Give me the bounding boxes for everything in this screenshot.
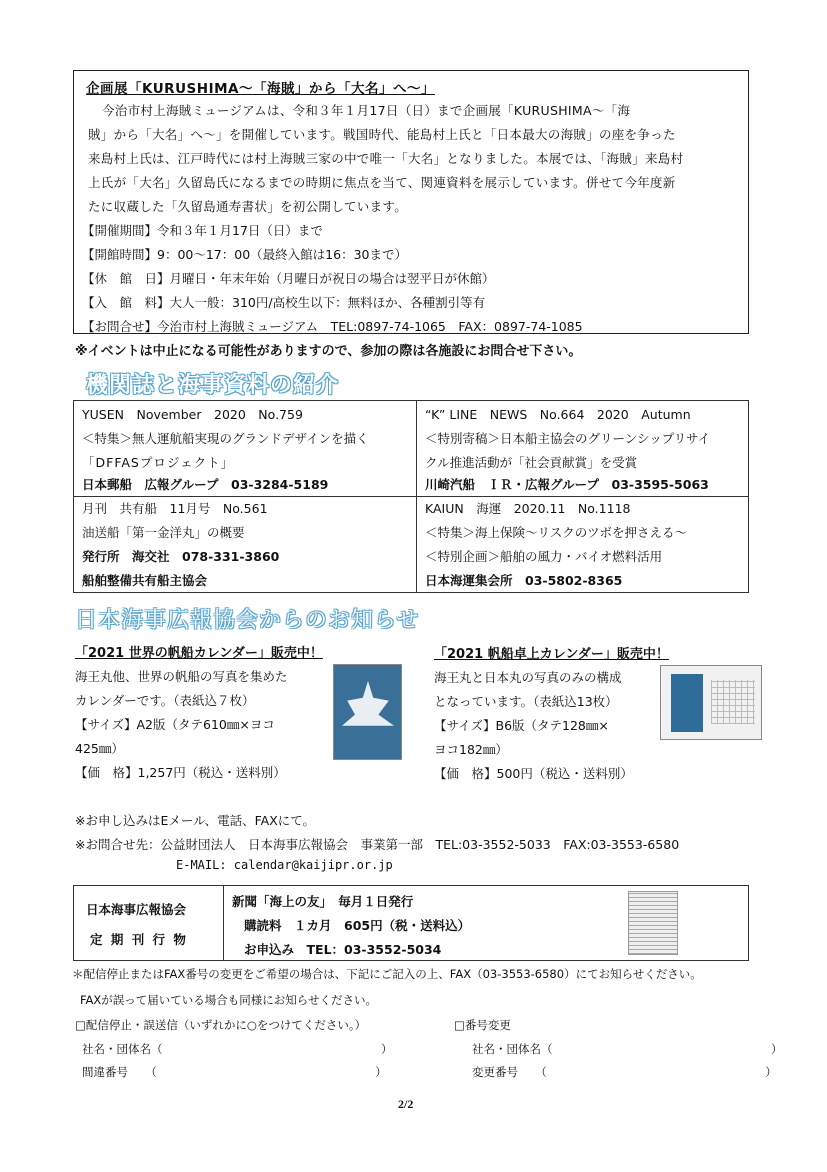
exhibit-paragraph-line: 今治市村上海賊ミュージアムは、令和３年１月17日（日）まで企画展「KURUSHIMA～「海 <box>102 103 631 118</box>
calendar1-desc: 海王丸他、世界の帆船の写真を集めた <box>75 669 288 684</box>
page-number: 2/2 <box>398 1097 414 1111</box>
newspaper-image <box>628 891 678 955</box>
magazine-feature: ＜特集＞海上保険～リスクのツボを押さえる～ <box>425 525 688 540</box>
footer-note: FAXが誤って届いている場合も同様にお知らせください。 <box>80 993 377 1007</box>
exhibit-hours: 【開館時間】9：00～17：00（最終入館は16：30まで） <box>82 247 407 262</box>
calendar1-title: 「2021 世界の帆船カレンダー」販売中！ <box>75 646 323 661</box>
form-change-title[interactable]: □番号変更 <box>454 1018 511 1032</box>
exhibit-admission: 【入 館 料】大人一般：310円/高校生以下：無料ほか、各種割引等有 <box>82 295 486 310</box>
newspaper-title: 新聞「海上の友」 毎月１日発行 <box>232 894 414 909</box>
calendar1-size-cont: 425㎜） <box>75 741 124 756</box>
magazine-feature: クル推進活動が「社会貢献賞」を受賞 <box>425 455 638 470</box>
exhibit-closed-days: 【休 館 日】月曜日・年末年始（月曜日が祝日の場合は翌平日が休館） <box>82 271 495 286</box>
exhibit-title: 企画展「KURUSHIMA～「海賊」から「大名」へ～」 <box>86 81 435 97</box>
form-unsubscribe-title[interactable]: □配信停止・誤送信（いずれかに○をつけてください。） <box>75 1018 367 1032</box>
exhibit-paragraph-line: たに収蔵した「久留島通寿書状」を初公開しています。 <box>88 199 408 214</box>
sailing-ship-image <box>342 681 394 737</box>
newspaper-price: 購読料 １カ月 605円（税・送料込） <box>244 918 471 933</box>
calendar2-desc: となっています。（表紙込13枚） <box>434 694 618 709</box>
magazine-cell-kline <box>417 401 748 497</box>
magazine-cell-yusen <box>74 401 417 497</box>
subscription-label-cell <box>74 886 224 960</box>
magazine-feature: ＜特別企画＞船舶の風力・バイオ燃料活用 <box>425 549 663 564</box>
calendar2-size-cont: ヨコ182㎜） <box>434 742 508 757</box>
magazine-title: KAIUN 海運 2020.11 No.1118 <box>425 501 631 516</box>
magazine-feature: ＜特集＞無人運航船実現のグランドデザインを描く <box>82 431 369 446</box>
subscription-label: 定 期 刊 行 物 <box>90 932 188 947</box>
magazine-feature-title: 「DFFASプロジェクト」 <box>82 455 235 470</box>
exhibit-paragraph-line: 上氏が「大名」久留島氏になるまでの時期に焦点を当て、関連資料を展示しています。併せて今年度新 <box>88 175 676 190</box>
calendar1-size: 【サイズ】A2版（タテ610㎜×ヨコ <box>75 717 275 732</box>
event-note: ※イベントは中止になる可能性がありますので、参加の際は各施設にお問合せ下さい。 <box>75 344 582 359</box>
form-change-company[interactable]: 社名・団体名（ ） <box>472 1042 783 1056</box>
magazine-publisher-org: 船舶整備共有船主協会 <box>82 573 208 588</box>
subscription-org: 日本海事広報協会 <box>86 902 187 917</box>
notice-section-heading: 日本海事広報協会からのお知らせ <box>75 608 420 633</box>
form-change-number[interactable]: 変更番号 （ ） <box>472 1065 777 1079</box>
footer-note: ＊配信停止またはFAX番号の変更をご希望の場合は、下記にご記入の上、FAX（03-3553-6580）にてお知らせください。 <box>72 967 702 981</box>
exhibit-paragraph-line: 来島村上氏は、江戸時代には村上海賊三家の中で唯一「大名」となりました。本展では、「海賊」来島村 <box>88 151 684 166</box>
order-method: ※お申し込みはEメール、電話、FAXにて。 <box>75 813 316 828</box>
exhibit-contact: 【お問合せ】今治市村上海賊ミュージアム TEL:0897-74-1065 FAX：0897-74-1085 <box>82 319 583 334</box>
magazine-publisher: 日本郵船 広報グループ 03-3284-5189 <box>82 477 329 492</box>
magazine-title: 月刊 共有船 11月号 No.561 <box>82 501 268 516</box>
magazine-publisher: 発行所 海交社 078-331-3860 <box>82 549 280 564</box>
calendar2-price: 【価 格】500円（税込・送料別） <box>434 766 633 781</box>
exhibit-period: 【開催期間】令和３年１月17日（日）まで <box>82 223 323 238</box>
calendar2-title: 「2021 帆船卓上カレンダー」販売中！ <box>434 647 669 662</box>
sailing-ship-image <box>671 674 703 732</box>
calendar1-desc: カレンダーです。（表紙込７枚） <box>75 693 255 708</box>
magazine-publisher: 川崎汽船 ＩＲ・広報グループ 03-3595-5063 <box>425 477 709 492</box>
magazine-publisher: 日本海運集会所 03-5802-8365 <box>425 573 623 588</box>
calendar1-image <box>333 664 402 760</box>
order-contact: ※お問合せ先：公益財団法人 日本海事広報協会 事業第一部 TEL:03-3552-5033 FAX:03-3553-6580 <box>75 837 680 852</box>
form-unsubscribe-number[interactable]: 間違番号 （ ） <box>82 1065 387 1079</box>
magazine-feature: ＜特別寄稿＞日本船主協会のグリーンシップリサイ <box>425 431 711 446</box>
calendar2-desc: 海王丸と日本丸の写真のみの構成 <box>434 670 622 685</box>
form-unsubscribe-company[interactable]: 社名・団体名（ ） <box>82 1042 393 1056</box>
magazine-cell-kaiun <box>417 497 748 592</box>
magazine-section-heading: 機関誌と海事資料の紹介 <box>86 373 340 398</box>
calendar1-price: 【価 格】1,257円（税込・送料別） <box>75 765 286 780</box>
calendar-grid-image <box>711 680 755 724</box>
magazine-grid <box>73 400 749 593</box>
newspaper-order: お申込み TEL：03-3552-5034 <box>244 942 442 957</box>
exhibit-paragraph-line: 賊」から「大名」へ～」を開催しています。戦国時代、能島村上氏と「日本最大の海賊」の座を争った <box>88 127 676 142</box>
magazine-title: “K” LINE NEWS No.664 2020 Autumn <box>425 407 691 422</box>
order-email: E-MAIL: calendar@kaijipr.or.jp <box>176 858 393 872</box>
calendar2-size: 【サイズ】B6版（タテ128㎜× <box>434 718 609 733</box>
magazine-cell-kyoyusen <box>74 497 417 592</box>
magazine-feature: 油送船「第一金洋丸」の概要 <box>82 525 245 540</box>
magazine-title: YUSEN November 2020 No.759 <box>82 407 303 422</box>
calendar2-image <box>660 665 762 740</box>
exhibit-box <box>73 70 749 334</box>
